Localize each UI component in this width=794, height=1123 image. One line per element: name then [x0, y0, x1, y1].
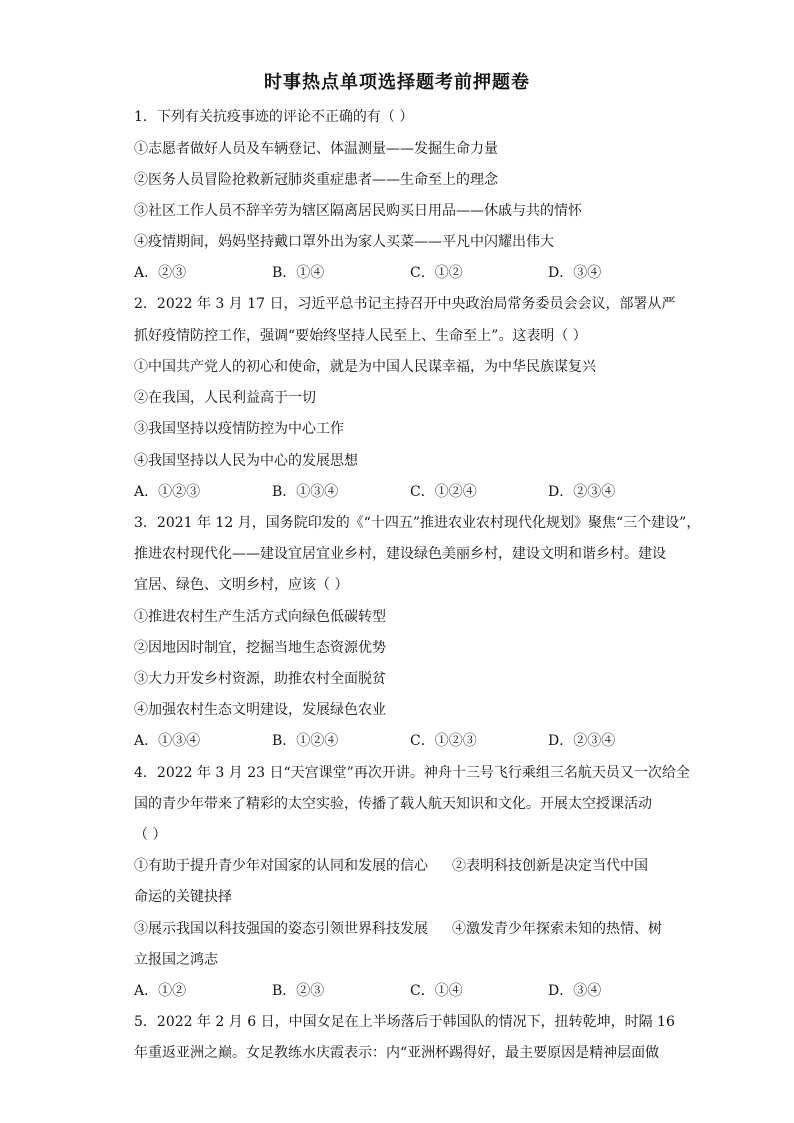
q3-statement-3: ③大力开发乡村资源，助推农村全面脱贫	[134, 671, 386, 687]
q4-stem-line-3: （ ）	[134, 827, 167, 843]
q1-statement-3: ③社区工作人员不辞辛劳为辖区隔离居民购买日用品——休戚与共的情怀	[134, 203, 582, 219]
q2-option-a[interactable]: A．①②③	[134, 484, 201, 500]
q1-option-c[interactable]: C．①②	[410, 265, 463, 281]
q2-statement-1: ①中国共产党人的初心和使命，就是为中国人民谋幸福，为中华民族谋复兴	[134, 359, 596, 375]
q1-option-b[interactable]: B．①④	[272, 265, 325, 281]
q2-statement-3: ③我国坚持以疫情防控为中心工作	[134, 421, 344, 437]
q2-option-b[interactable]: B．①③④	[272, 484, 339, 500]
q2-statement-4: ④我国坚持以人民为中心的发展思想	[134, 453, 358, 469]
q3-statement-4: ④加强农村生态文明建设，发展绿色农业	[134, 702, 386, 718]
q4-statement-4: ④激发青少年探索未知的热情、树	[452, 921, 662, 937]
q3-option-d[interactable]: D．②③④	[548, 733, 616, 749]
q4-statement-4-cont: 立报国之鸿志	[134, 952, 218, 968]
q1-stem: 1．下列有关抗疫事迹的评论不正确的有（ ）	[134, 109, 414, 125]
q1-option-a[interactable]: A．②③	[134, 265, 187, 281]
q3-statement-1: ①推进农村生产生活方式向绿色低碳转型	[134, 609, 386, 625]
q4-option-a[interactable]: A．①②	[134, 983, 187, 999]
q4-stem-line-1: 4．2022 年 3 月 23 日“天宫课堂”再次开讲。神舟十三号飞行乘组三名航天员又一次给全	[134, 765, 690, 781]
q3-stem-line-2: 推进农村现代化——建设宜居宜业乡村，建设绿色美丽乡村，建设文明和谐乡村。建设	[134, 546, 666, 562]
q1-statement-1: ①志愿者做好人员及车辆登记、体温测量——发掘生命力量	[134, 141, 498, 157]
q3-option-c[interactable]: C．①②③	[410, 733, 477, 749]
q1-statement-2: ②医务人员冒险抢救新冠肺炎重症患者——生命至上的理念	[134, 172, 498, 188]
q3-option-b[interactable]: B．①②④	[272, 733, 339, 749]
q2-option-c[interactable]: C．①②④	[410, 484, 477, 500]
q4-option-c[interactable]: C．①④	[410, 983, 463, 999]
q4-stem-line-2: 国的青少年带来了精彩的太空实验，传播了载人航天知识和文化。开展太空授课活动	[134, 796, 652, 812]
q5-stem-line-1: 5．2022 年 2 月 6 日，中国女足在上半场落后于韩国队的情况下，扭转乾坤，时隔 16	[134, 1014, 675, 1030]
q1-option-d[interactable]: D．③④	[548, 265, 602, 281]
q5-stem-line-2: 年重返亚洲之巅。女足教练水庆霞表示：内“亚洲杯踢得好，最主要原因是精神层面做	[134, 1045, 660, 1061]
q4-option-d[interactable]: D．③④	[548, 983, 602, 999]
q3-stem-line-3: 宜居、绿色、文明乡村，应该（ ）	[134, 577, 349, 593]
q2-stem-line-2: 抓好疫情防控工作，强调“要始终坚持人民至上、生命至上”。这表明（ ）	[134, 328, 587, 344]
q4-statement-3: ③展示我国以科技强国的姿态引领世界科技发展	[134, 921, 428, 937]
q4-statement-2: ②表明科技创新是决定当代中国	[452, 858, 648, 874]
q4-option-b[interactable]: B．②③	[272, 983, 325, 999]
q4-statement-1: ①有助于提升青少年对国家的认同和发展的信心	[134, 858, 428, 874]
q3-statement-2: ②因地因时制宜，挖掘当地生态资源优势	[134, 640, 386, 656]
q2-option-d[interactable]: D．②③④	[548, 484, 616, 500]
page-title: 时事热点单项选择题考前押题卷	[264, 72, 530, 93]
q3-option-a[interactable]: A．①③④	[134, 733, 201, 749]
q1-statement-4: ④疫情期间，妈妈坚持戴口罩外出为家人买菜——平凡中闪耀出伟大	[134, 234, 554, 250]
q2-statement-2: ②在我国，人民利益高于一切	[134, 390, 316, 406]
q3-stem-line-1: 3．2021 年 12 月，国务院印发的《“十四五”推进农业农村现代化规划》聚焦“三个建设”，	[134, 515, 701, 531]
q2-stem-line-1: 2．2022 年 3 月 17 日，习近平总书记主持召开中央政治局常务委员会会议，部署从严	[134, 296, 676, 312]
q4-statement-2-cont: 命运的关键抉择	[134, 889, 232, 905]
